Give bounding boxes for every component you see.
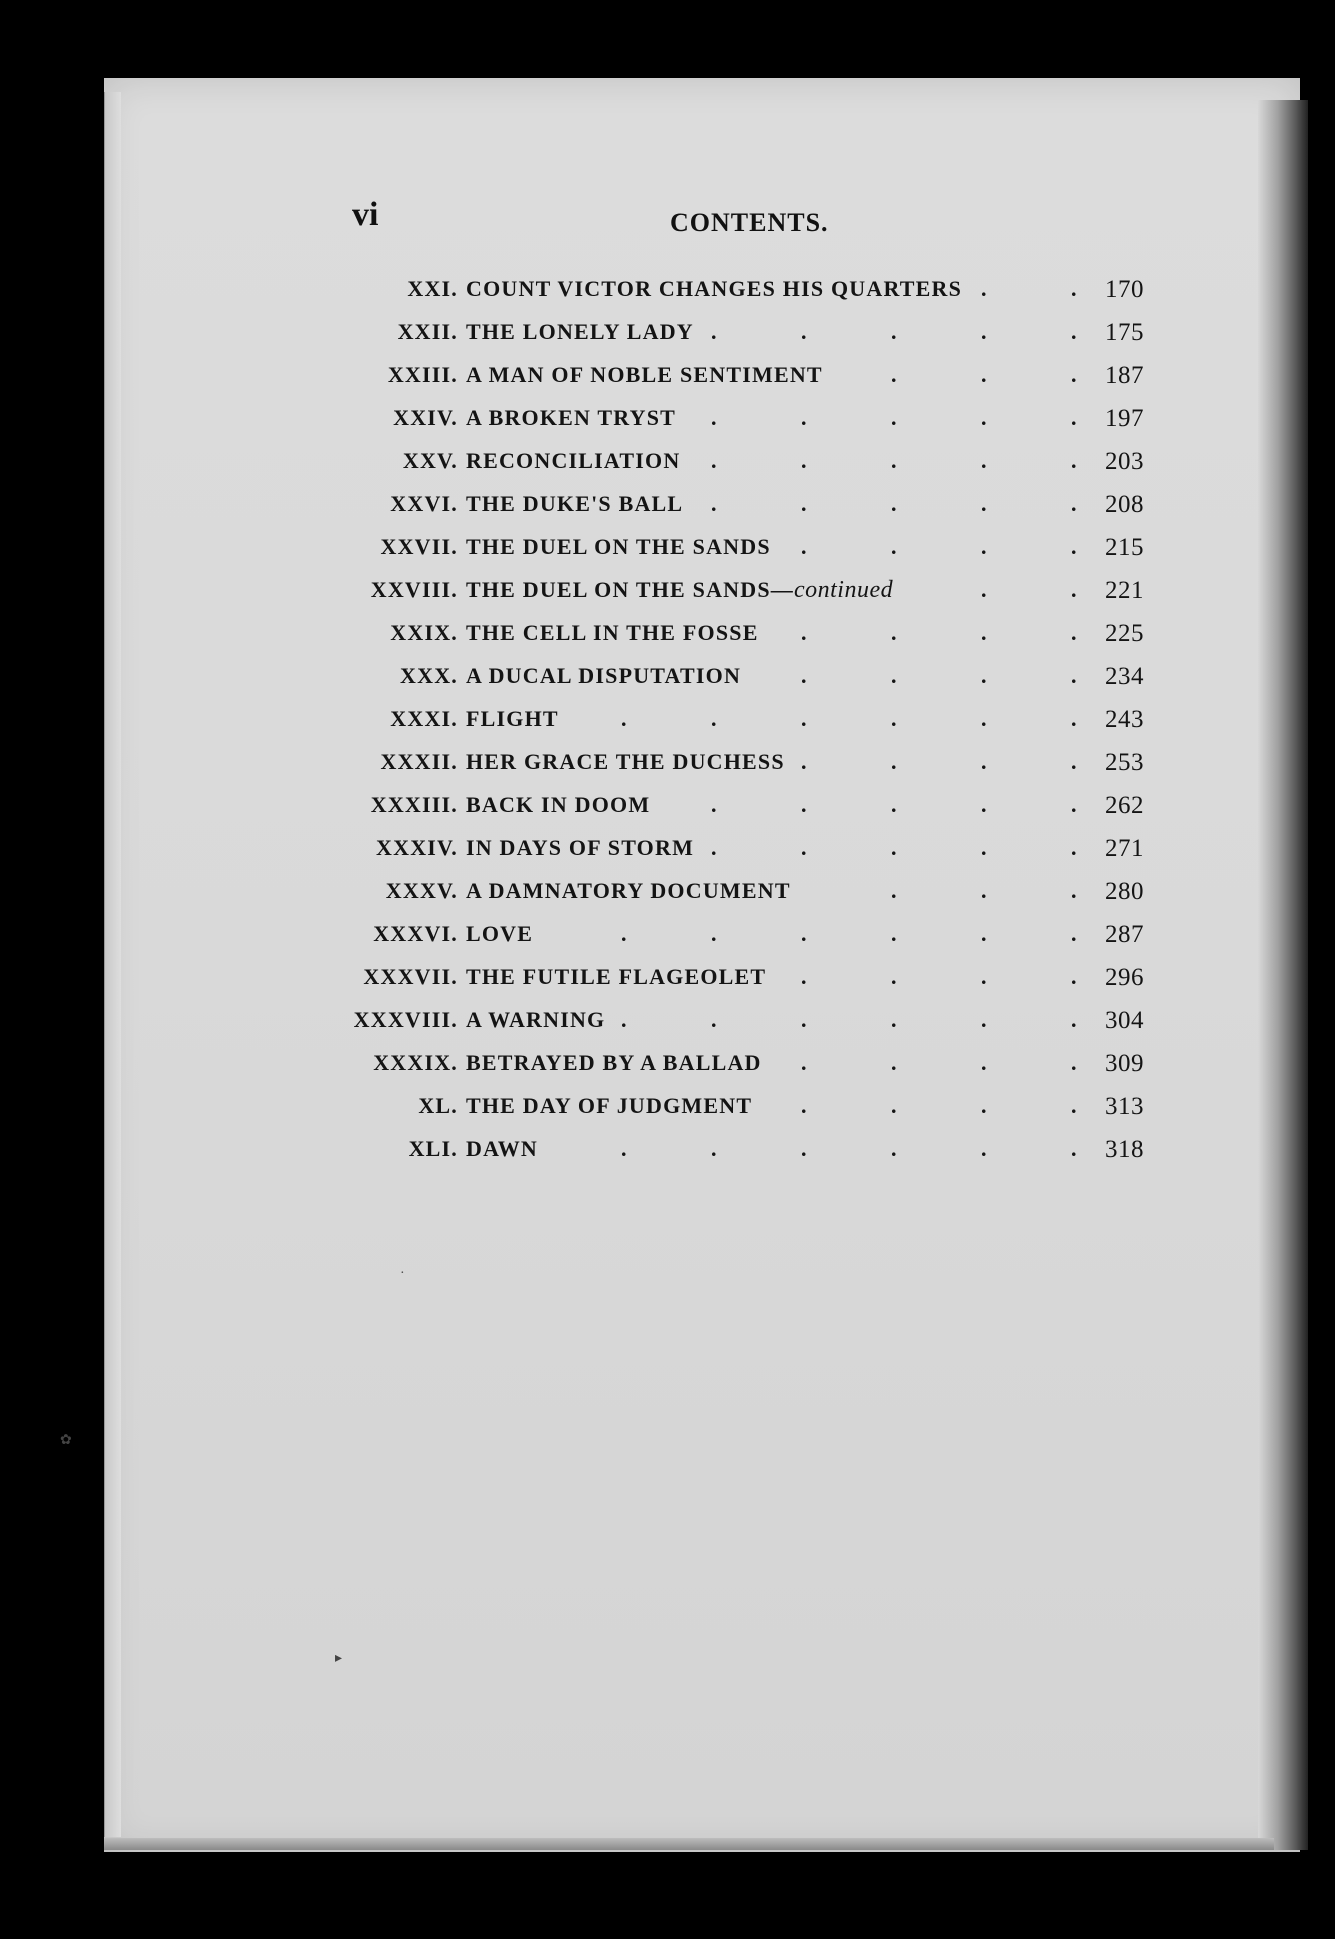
leader-dot: . <box>801 620 808 645</box>
leader-dots <box>330 964 1160 994</box>
leader-dot: . <box>621 1007 628 1032</box>
leader-dot: . <box>1071 491 1078 516</box>
leader-dot: . <box>801 1093 808 1118</box>
page-number: 271 <box>1105 835 1144 862</box>
leader-dots <box>330 620 1160 650</box>
leader-dot: . <box>801 1007 808 1032</box>
leader-dot: . <box>801 835 808 860</box>
chapter-title-text: THE LONELY LADY <box>466 319 694 344</box>
leader-dot: . <box>801 405 808 430</box>
leader-dot: . <box>891 878 898 903</box>
leader-dot: . <box>801 964 808 989</box>
leader-dot: . <box>711 319 718 344</box>
page-folio: vi <box>352 196 379 233</box>
speck-mark: ✿ <box>60 1433 72 1448</box>
chapter-number: XXXI. <box>390 706 458 731</box>
leader-dot: . <box>981 964 988 989</box>
page-number: 175 <box>1105 319 1144 346</box>
leader-dot: . <box>1071 663 1078 688</box>
chapter-title-text: RECONCILIATION <box>466 448 681 473</box>
leader-dot: . <box>891 706 898 731</box>
toc-entry <box>330 1044 1160 1087</box>
leader-dots <box>330 319 1160 349</box>
leader-dot: . <box>1071 792 1078 817</box>
toc-entry <box>330 1001 1160 1044</box>
leader-dot: . <box>891 1050 898 1075</box>
chapter-number: XXXVIII. <box>353 1007 458 1032</box>
chapter-title-text: A BROKEN TRYST <box>466 405 677 430</box>
leader-dot: . <box>981 1136 988 1161</box>
page-number: 304 <box>1105 1007 1144 1034</box>
leader-dots <box>330 405 1160 435</box>
chapter-number: XXXVI. <box>373 921 458 946</box>
contents-heading: CONTENTS. <box>670 208 829 237</box>
page-number: 287 <box>1105 921 1144 948</box>
leader-dot: . <box>1071 878 1078 903</box>
chapter-number: XXXII. <box>380 749 458 774</box>
leader-dot: . <box>891 792 898 817</box>
chapter-number: XXXIV. <box>376 835 458 860</box>
leader-dot: . <box>1071 1050 1078 1075</box>
leader-dot: . <box>711 1007 718 1032</box>
chapter-title-continued: continued <box>793 577 894 603</box>
leader-dot: . <box>711 706 718 731</box>
binding-shadow <box>1258 100 1308 1850</box>
leader-dot: . <box>981 1007 988 1032</box>
table-of-contents <box>330 270 1160 1173</box>
leader-dot: . <box>981 1050 988 1075</box>
leader-dots <box>330 706 1160 736</box>
chapter-number: XXVIII. <box>370 577 458 602</box>
leader-dot: . <box>981 663 988 688</box>
leader-dot: . <box>1071 1007 1078 1032</box>
chapter-number: XL. <box>418 1093 458 1118</box>
leader-dot: . <box>891 491 898 516</box>
leader-dot: . <box>621 1136 628 1161</box>
leader-dot: . <box>981 319 988 344</box>
toc-entry <box>330 442 1160 485</box>
leader-dot: . <box>1071 405 1078 430</box>
chapter-number: XLI. <box>408 1136 458 1161</box>
page-number: 313 <box>1105 1093 1144 1120</box>
page-number: 234 <box>1105 663 1144 690</box>
leader-dot: . <box>711 448 718 473</box>
leader-dot: . <box>1071 448 1078 473</box>
chapter-title-text: THE CELL IN THE FOSSE <box>466 620 759 645</box>
page-number: 203 <box>1105 448 1144 475</box>
leader-dot: . <box>981 276 988 301</box>
toc-entry <box>330 571 1160 614</box>
chapter-number: XXIX. <box>390 620 458 645</box>
toc-entry <box>330 399 1160 442</box>
chapter-number: XXX. <box>400 663 458 688</box>
chapter-title-text: A WARNING <box>466 1007 606 1032</box>
toc-entry <box>330 700 1160 743</box>
toc-entry <box>330 915 1160 958</box>
leader-dots <box>330 276 1160 306</box>
chapter-number: XXVII. <box>380 534 458 559</box>
leader-dot: . <box>891 663 898 688</box>
page-number: 215 <box>1105 534 1144 561</box>
leader-dot: . <box>1071 1136 1078 1161</box>
leader-dots <box>330 921 1160 951</box>
leader-dot: . <box>801 448 808 473</box>
chapter-title-text: THE DUEL ON THE SANDS <box>466 534 771 559</box>
leader-dot: . <box>981 706 988 731</box>
leader-dot: . <box>891 534 898 559</box>
leader-dot: . <box>891 319 898 344</box>
leader-dot: . <box>1071 921 1078 946</box>
leader-dots <box>330 577 1160 607</box>
leader-dot: . <box>801 534 808 559</box>
leader-dot: . <box>981 792 988 817</box>
chapter-number: XXI. <box>407 276 458 301</box>
chapter-number: XXIII. <box>387 362 458 387</box>
speck-mark: ▸ <box>335 1651 343 1666</box>
leader-dot: . <box>891 448 898 473</box>
chapter-title-text: LOVE <box>466 921 534 946</box>
chapter-number: XXXVII. <box>363 964 458 989</box>
toc-entry <box>330 356 1160 399</box>
leader-dot: . <box>981 577 988 602</box>
page-number: 253 <box>1105 749 1144 776</box>
chapter-title-text: IN DAYS OF STORM <box>466 835 695 860</box>
chapter-title-text: BETRAYED BY A BALLAD <box>466 1050 762 1075</box>
leader-dot: . <box>981 921 988 946</box>
chapter-title-text: A DAMNATORY DOCUMENT <box>466 878 791 903</box>
leader-dot: . <box>891 749 898 774</box>
leader-dots <box>330 1007 1160 1037</box>
page-number: 197 <box>1105 405 1144 432</box>
leader-dots <box>330 362 1160 392</box>
toc-entry <box>330 829 1160 872</box>
chapter-title-text: THE DAY OF JUDGMENT <box>466 1093 753 1118</box>
leader-dot: . <box>891 1093 898 1118</box>
page-number: 187 <box>1105 362 1144 389</box>
leader-dot: . <box>891 405 898 430</box>
leader-dot: . <box>801 792 808 817</box>
toc-entry <box>330 872 1160 915</box>
leader-dot: . <box>801 921 808 946</box>
leader-dot: . <box>711 405 718 430</box>
page-number: 225 <box>1105 620 1144 647</box>
leader-dot: . <box>1071 319 1078 344</box>
leader-dot: . <box>711 835 718 860</box>
leader-dot: . <box>1071 276 1078 301</box>
leader-dots <box>330 534 1160 564</box>
chapter-number: XXII. <box>397 319 458 344</box>
leader-dot: . <box>981 749 988 774</box>
page-left-edge <box>104 92 121 1837</box>
leader-dot: . <box>981 835 988 860</box>
chapter-title-text: THE DUEL ON THE SANDS— <box>466 577 794 602</box>
leader-dot: . <box>891 362 898 387</box>
leader-dots <box>330 792 1160 822</box>
page-number: 296 <box>1105 964 1144 991</box>
leader-dot: . <box>711 792 718 817</box>
chapter-title-text: COUNT VICTOR CHANGES HIS QUARTERS <box>466 276 963 301</box>
leader-dot: . <box>1071 749 1078 774</box>
leader-dot: . <box>801 663 808 688</box>
toc-entry <box>330 485 1160 528</box>
chapter-title-text: A DUCAL DISPUTATION <box>466 663 742 688</box>
leader-dots <box>330 749 1160 779</box>
chapter-number: XXVI. <box>390 491 458 516</box>
chapter-number: XXXIX. <box>373 1050 458 1075</box>
leader-dots <box>330 1050 1160 1080</box>
leader-dot: . <box>1071 964 1078 989</box>
chapter-title-text: A MAN OF NOBLE SENTIMENT <box>466 362 823 387</box>
leader-dots <box>330 835 1160 865</box>
leader-dot: . <box>891 1136 898 1161</box>
leader-dot: . <box>891 964 898 989</box>
leader-dot: . <box>981 448 988 473</box>
leader-dot: . <box>891 835 898 860</box>
toc-entry <box>330 1087 1160 1130</box>
leader-dot: . <box>1071 620 1078 645</box>
page-bottom-edge <box>104 1838 1274 1850</box>
toc-entry <box>330 1130 1160 1173</box>
chapter-number: XXXV. <box>385 878 458 903</box>
leader-dots <box>330 878 1160 908</box>
chapter-number: XXXIII. <box>370 792 458 817</box>
page-number: 280 <box>1105 878 1144 905</box>
page-number: 170 <box>1105 276 1144 303</box>
leader-dot: . <box>621 706 628 731</box>
page-number: 318 <box>1105 1136 1144 1163</box>
leader-dot: . <box>711 491 718 516</box>
leader-dot: . <box>711 1136 718 1161</box>
chapter-title-text: DAWN <box>466 1136 539 1161</box>
leader-dot: . <box>981 620 988 645</box>
page-number: 208 <box>1105 491 1144 518</box>
leader-dots <box>330 663 1160 693</box>
leader-dot: . <box>1071 577 1078 602</box>
page-number: 309 <box>1105 1050 1144 1077</box>
leader-dot: . <box>801 749 808 774</box>
leader-dot: . <box>1071 1093 1078 1118</box>
toc-entry <box>330 657 1160 700</box>
leader-dot: . <box>621 921 628 946</box>
speck-mark: · <box>400 1266 405 1281</box>
page-number: 243 <box>1105 706 1144 733</box>
leader-dot: . <box>801 491 808 516</box>
leader-dot: . <box>981 362 988 387</box>
chapter-title-text: THE DUKE'S BALL <box>466 491 684 516</box>
leader-dot: . <box>1071 362 1078 387</box>
toc-entry <box>330 528 1160 571</box>
toc-entry <box>330 743 1160 786</box>
toc-entry <box>330 614 1160 657</box>
leader-dot: . <box>1071 706 1078 731</box>
leader-dot: . <box>1071 534 1078 559</box>
chapter-number: XXIV. <box>393 405 458 430</box>
toc-entry <box>330 786 1160 829</box>
leader-dots <box>330 1136 1160 1166</box>
leader-dot: . <box>981 878 988 903</box>
chapter-title-text: BACK IN DOOM <box>466 792 651 817</box>
leader-dot: . <box>981 491 988 516</box>
leader-dot: . <box>891 620 898 645</box>
leader-dot: . <box>981 534 988 559</box>
leader-dot: . <box>801 1136 808 1161</box>
leader-dot: . <box>801 706 808 731</box>
toc-entry <box>330 270 1160 313</box>
leader-dot: . <box>801 1050 808 1075</box>
chapter-title-text: THE FUTILE FLAGEOLET <box>466 964 767 989</box>
toc-entry <box>330 958 1160 1001</box>
leader-dots <box>330 1093 1160 1123</box>
leader-dots <box>330 448 1160 478</box>
chapter-title-text: FLIGHT <box>466 706 559 731</box>
chapter-title-text: HER GRACE THE DUCHESS <box>466 749 785 774</box>
chapter-number: XXV. <box>402 448 458 473</box>
toc-entry <box>330 313 1160 356</box>
page-number: 262 <box>1105 792 1144 819</box>
leader-dot: . <box>1071 835 1078 860</box>
leader-dots <box>330 491 1160 521</box>
page-number: 221 <box>1105 577 1144 604</box>
leader-dot: . <box>801 319 808 344</box>
leader-dot: . <box>981 405 988 430</box>
leader-dot: . <box>981 1093 988 1118</box>
leader-dot: . <box>891 1007 898 1032</box>
leader-dot: . <box>891 921 898 946</box>
leader-dot: . <box>711 921 718 946</box>
